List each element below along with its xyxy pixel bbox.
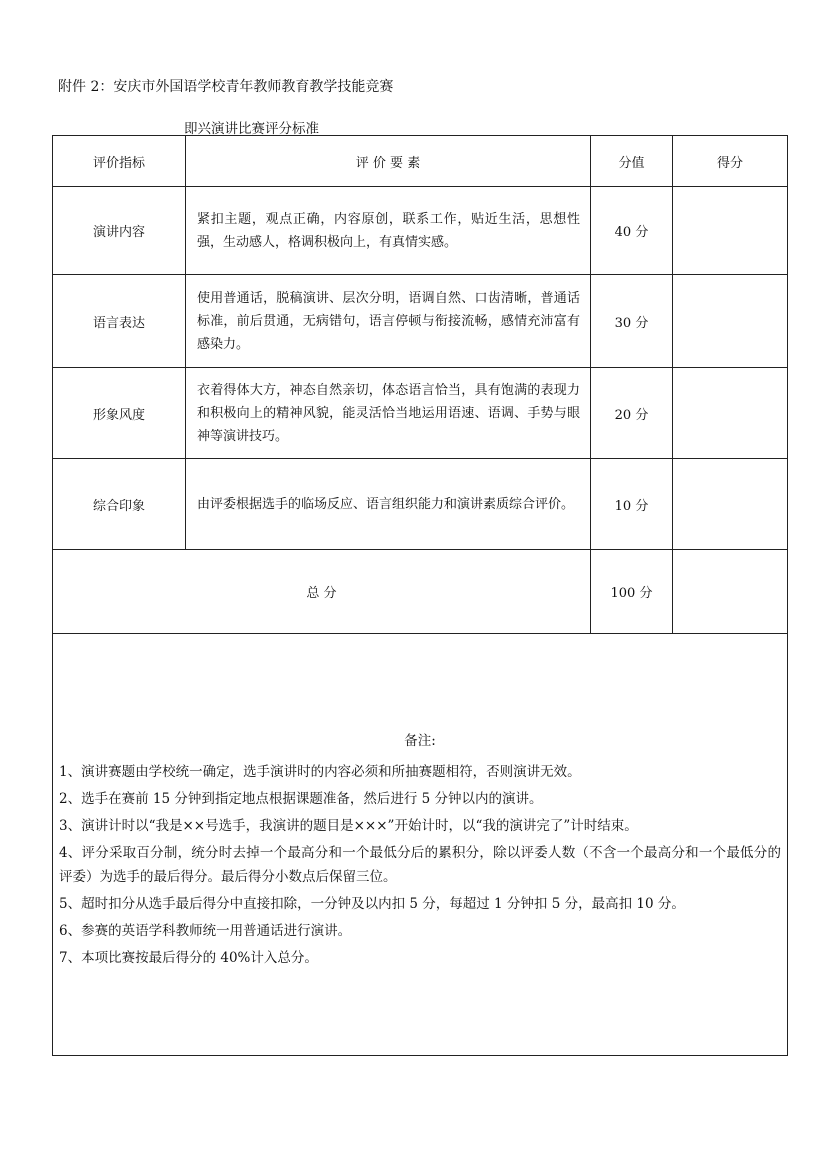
table-row [53,459,788,550]
note-item: 4、评分采取百分制，统分时去掉一个最高分和一个最低分后的累积分，除以评委人数（不含一个最高分和一个最低分的评委）为选手的最后得分。最后得分小数点后保留三位。 [59,845,781,885]
document-heading: 附件 2：安庆市外国语学校青年教师教育教学技能竞赛 [58,79,394,95]
header-score: 得分 [673,136,788,187]
notes-cell [53,634,788,1056]
document-subheading: 即兴演讲比赛评分标准 [184,121,319,137]
header-points: 分值 [591,136,673,187]
note-item: 7、本项比赛按最后得分的 40%计入总分。 [59,950,318,966]
header-indicator: 评价指标 [53,136,186,187]
table-header-row [53,136,788,187]
row-score[interactable] [673,275,788,368]
row-points: 30 分 [591,275,673,368]
total-row [53,550,788,634]
notes-title: 备注: [404,733,436,749]
row-indicator: 综合印象 [53,459,186,550]
row-indicator: 语言表达 [53,275,186,368]
total-score[interactable] [673,550,788,634]
note-item: 3、演讲计时以“我是××号选手，我演讲的题目是×××”开始计时，以“我的演讲完了”计时结束。 [59,818,638,834]
row-score[interactable] [673,187,788,275]
notes-list [59,760,781,973]
header-elements: 评 价 要 素 [186,136,591,187]
row-indicator: 演讲内容 [53,187,186,275]
note-item: 1、演讲赛题由学校统一确定，选手演讲时的内容必须和所抽赛题相符，否则演讲无效。 [59,764,581,780]
table-row [53,368,788,459]
total-label: 总 分 [53,550,591,634]
note-item: 2、选手在赛前 15 分钟到指定地点根据课题准备，然后进行 5 分钟以内的演讲。 [59,791,543,807]
row-elements: 衣着得体大方，神态自然亲切，体态语言恰当，具有饱满的表现力和积极向上的精神风貌，能灵活恰当地运用语速、语调、手势与眼神等演讲技巧。 [186,368,591,459]
row-score[interactable] [673,368,788,459]
notes-row [53,634,788,1056]
note-item: 6、参赛的英语学科教师统一用普通话进行演讲。 [59,923,352,939]
note-item: 5、超时扣分从选手最后得分中直接扣除，一分钟及以内扣 5 分，每超过 1 分钟扣 5 分，最高扣 10 分。 [59,896,685,912]
table-row [53,275,788,368]
row-points: 20 分 [591,368,673,459]
row-elements: 紧扣主题，观点正确，内容原创，联系工作，贴近生活，思想性强，生动感人，格调积极向上，有真情实感。 [186,187,591,275]
row-elements: 使用普通话，脱稿演讲、层次分明，语调自然、口齿清晰，普通话标准，前后贯通，无病错句，语言停顿与衔接流畅，感情充沛富有感染力。 [186,275,591,368]
row-points: 10 分 [591,459,673,550]
total-points: 100 分 [591,550,673,634]
row-elements: 由评委根据选手的临场反应、语言组织能力和演讲素质综合评价。 [186,459,591,550]
row-indicator: 形象风度 [53,368,186,459]
row-points: 40 分 [591,187,673,275]
scoring-table [52,135,788,1056]
row-score[interactable] [673,459,788,550]
table-row [53,187,788,275]
